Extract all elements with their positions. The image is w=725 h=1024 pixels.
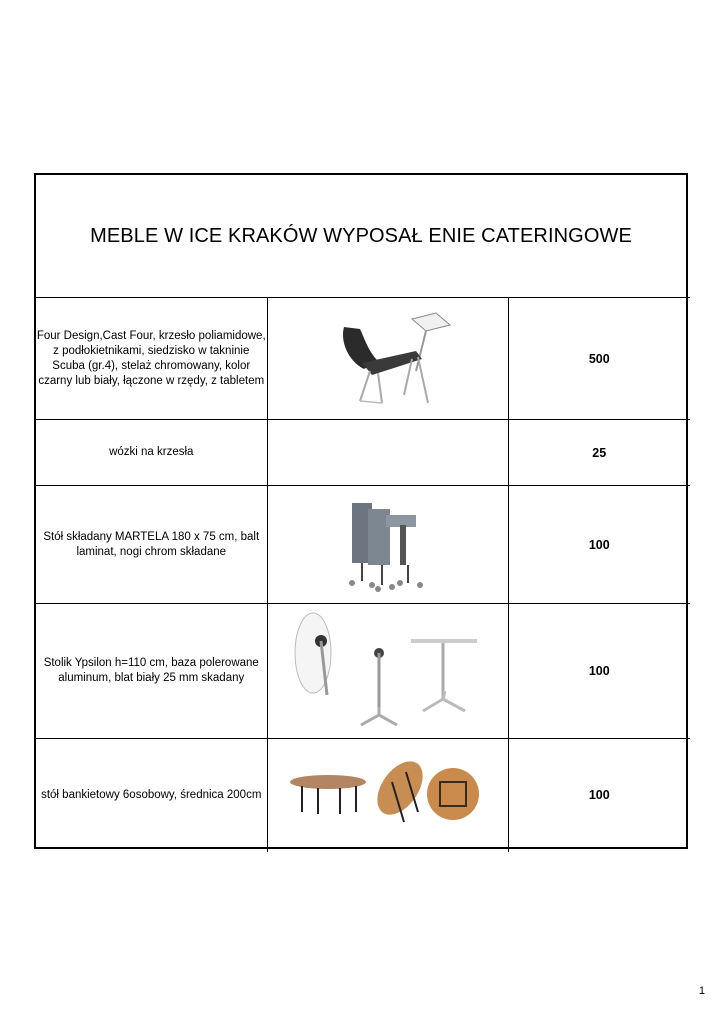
item-quantity: 500 <box>508 298 690 420</box>
catering-furniture-table <box>34 173 688 849</box>
document-title: MEBLE W ICE KRAKÓW WYPOSAŁ ENIE CATERINGOWE <box>90 224 632 247</box>
item-image-cell <box>267 604 508 739</box>
page-number: 1 <box>698 985 705 997</box>
item-image-cell <box>267 739 508 852</box>
item-image-cell <box>267 298 508 420</box>
table-row <box>36 739 690 852</box>
item-quantity: 100 <box>508 604 690 739</box>
item-description: wózki na krzesła <box>36 420 267 486</box>
chair-with-tablet-image <box>308 311 468 407</box>
item-description: stół bankietowy 6osobowy, średnica 200cm <box>36 739 267 852</box>
item-image-cell <box>267 420 508 486</box>
items-table <box>36 297 690 852</box>
item-image-cell <box>267 486 508 604</box>
item-quantity: 100 <box>508 486 690 604</box>
item-description: Stolik Ypsilon h=110 cm, baza polerowane aluminum, blat biały 25 mm skadany <box>36 604 267 739</box>
table-row <box>36 298 690 420</box>
banquet-tables-image <box>288 760 488 830</box>
item-description: Four Design,Cast Four, krzesło poliamidowe, z podłokietnikami, siedzisko w takninie Scuba (gr.4), stelaż chromowany, kolor czarny lub biały, łączone w rzędy, z tabletem <box>36 298 267 420</box>
table-row <box>36 604 690 739</box>
folding-tables-image <box>338 495 438 595</box>
item-quantity: 100 <box>508 739 690 852</box>
table-row <box>36 486 690 604</box>
ypsilon-tables-image <box>293 611 483 731</box>
table-row <box>36 420 690 486</box>
item-quantity: 25 <box>508 420 690 486</box>
item-description: Stół składany MARTELA 180 x 75 cm, balt laminat, nogi chrom składane <box>36 486 267 604</box>
title-row <box>36 175 686 298</box>
